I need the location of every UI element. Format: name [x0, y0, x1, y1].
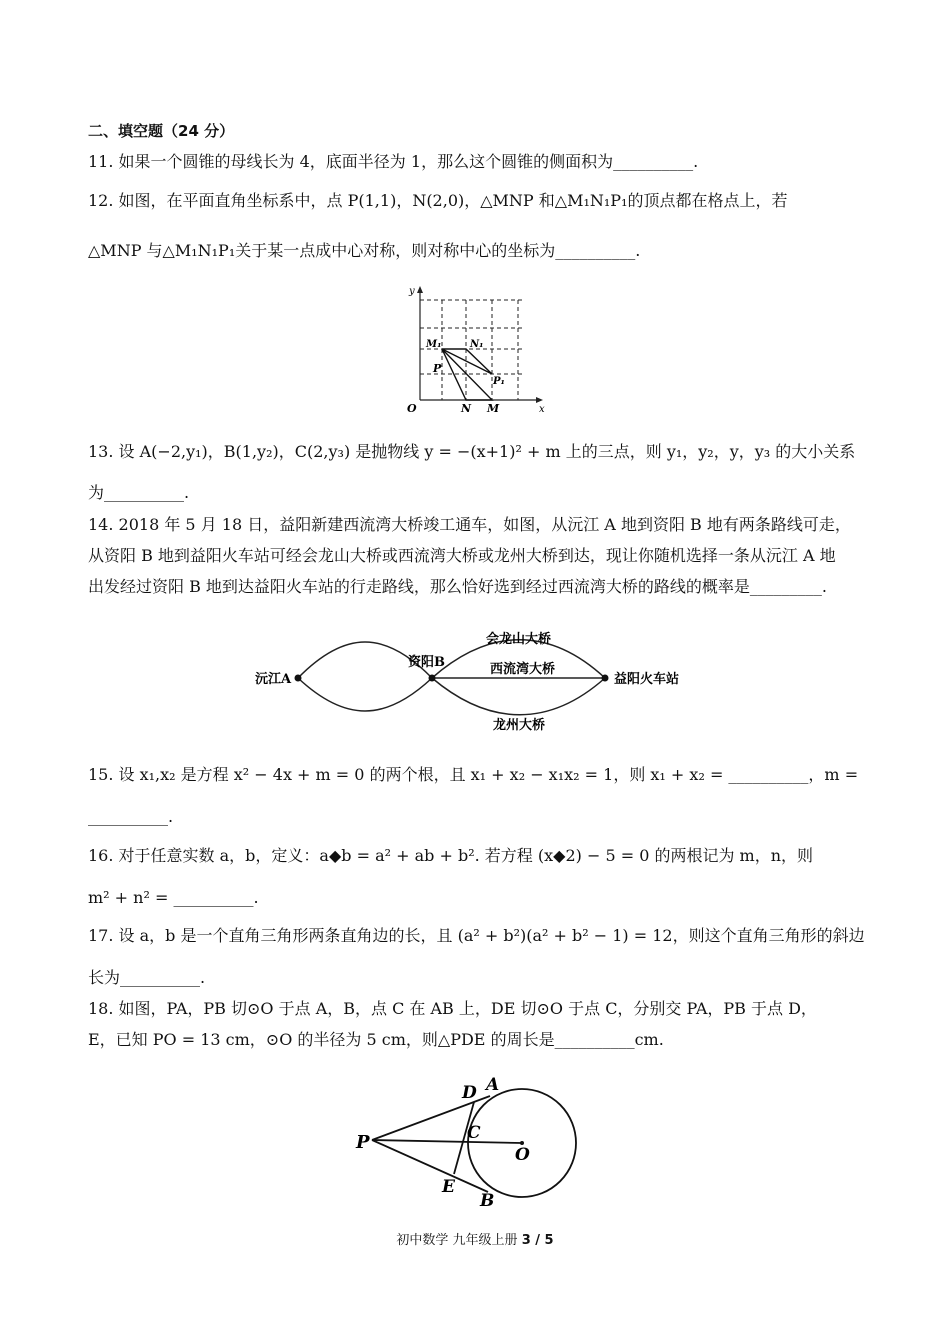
question-12-line1: 12. 如图，在平面直角坐标系中，点 P(1,1)，N(2,0)，△MNP 和△M₁N₁P₁的顶点都在格点上，若	[88, 191, 788, 210]
label-huilongshan-bridge: 会龙山大桥	[486, 632, 552, 647]
question-11: 11. 如果一个圆锥的母线长为 4，底面半径为 1，那么这个圆锥的侧面积为__________.	[88, 152, 699, 171]
label-N1: N₁	[470, 339, 484, 350]
question-14-line3: 出发经过资阳 B 地到达益阳火车站的行走路线，那么恰好选到经过西流湾大桥的路线的概率是_________.	[88, 577, 828, 596]
question-15-line1: 15. 设 x₁,x₂ 是方程 x² − 4x + m = 0 的两个根，且 x₁ + x₂ − x₁x₂ = 1，则 x₁ + x₂ = __________，m =	[88, 765, 859, 784]
label-point-A: A	[486, 1075, 500, 1095]
question-13-line1: 13. 设 A(−2,y₁)，B(1,y₂)，C(2,y₃) 是抛物线 y = −(x+1)² + m 上的三点，则 y₁，y₂，y，y₃ 的大小关系	[88, 442, 856, 461]
label-N: N	[461, 402, 472, 415]
label-point-C: C	[467, 1123, 481, 1143]
label-point-B: B	[480, 1191, 495, 1211]
footer-title: 初中数学 九年级上册	[396, 1233, 518, 1248]
question-12-line2: △MNP 与△M₁N₁P₁关于某一点成中心对称，则对称中心的坐标为__________.	[88, 241, 641, 260]
label-point-P: P	[356, 1132, 370, 1153]
question-18-line2: E，已知 PO = 13 cm，⊙O 的半径为 5 cm，则△PDE 的周长是__________cm.	[88, 1030, 664, 1049]
question-14-line2: 从资阳 B 地到益阳火车站可经会龙山大桥或西流湾大桥或龙州大桥到达，现让你随机选择一条从沅江 A 地	[88, 546, 836, 565]
label-origin: O	[407, 402, 417, 415]
label-point-E: E	[442, 1177, 455, 1197]
label-y-axis: y	[409, 286, 415, 297]
question-18-line1: 18. 如图，PA，PB 切⊙O 于点 A，B，点 C 在 AB 上，DE 切⊙O 于点 C，分别交 PA，PB 于点 D，	[88, 999, 817, 1018]
figure-12-grid	[398, 284, 548, 418]
question-17-line2: 长为__________.	[88, 968, 206, 987]
label-P: P	[433, 362, 442, 375]
label-M: M	[487, 402, 500, 415]
question-15-line2: __________.	[88, 807, 174, 826]
question-16-line1: 16. 对于任意实数 a，b，定义：a◆b = a² + ab + b². 若方程 (x◆2) − 5 = 0 的两根记为 m，n，则	[88, 846, 814, 865]
label-ziyang-b: 资阳B	[408, 655, 445, 670]
label-x-axis: x	[539, 404, 545, 415]
figure-14-routes	[250, 622, 700, 738]
label-M1: M₁	[426, 339, 442, 350]
label-P1: P₁	[493, 376, 505, 387]
label-longzhou-bridge: 龙州大桥	[493, 718, 546, 733]
figure-18-circle-tangents	[350, 1068, 590, 1218]
question-16-line2: m² + n² = __________.	[88, 888, 259, 907]
label-xiliuwan-bridge: 西流湾大桥	[490, 662, 556, 677]
page-footer	[0, 1229, 950, 1248]
label-point-O: O	[515, 1145, 530, 1165]
label-yiyang-station: 益阳火车站	[614, 672, 680, 687]
footer-page-number: 3 / 5	[521, 1233, 554, 1248]
question-14-line1: 14. 2018 年 5 月 18 日，益阳新建西流湾大桥竣工通车，如图，从沅江 A 地到资阳 B 地有两条路线可走，	[88, 515, 851, 534]
question-13-line2: 为__________.	[88, 483, 190, 502]
section-title: 二、填空题（24 分）	[88, 122, 235, 140]
question-17-line1: 17. 设 a，b 是一个直角三角形两条直角边的长，且 (a² + b²)(a² + b² − 1) = 12，则这个直角三角形的斜边	[88, 926, 865, 945]
label-point-D: D	[462, 1083, 477, 1103]
label-yuanjiang-a: 沅江A	[255, 672, 292, 687]
